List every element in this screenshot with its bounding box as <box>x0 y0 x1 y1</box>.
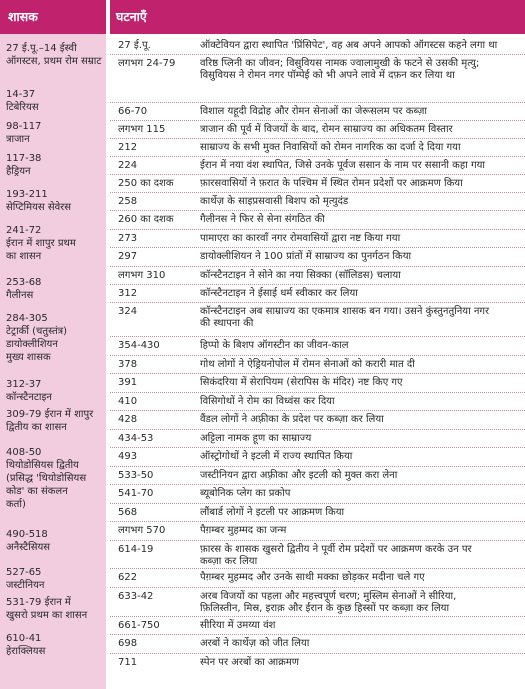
text-line-first: गैलीनस ने फिर से सेना संगठित की <box>200 214 325 225</box>
row-divider <box>110 54 525 55</box>
text-line-first: फ़ारसवासियों ने फ़रात के पश्चिम में स्थित रोमन प्रदेशों पर आक्रमण किया <box>200 178 463 189</box>
text-line-first: विशाल यहूदी विद्रोह और रोमन सेनाओं का जेरूसलम पर कब्ज़ा <box>200 106 427 117</box>
text-line-first: हिप्पो के बिशप ऑगस्टीन का जीवन-काल <box>200 340 349 351</box>
text-line: द्वितीय का शासन <box>6 422 67 433</box>
text-line-first: 309-79 ईरान में शापुर <box>6 409 94 420</box>
text-line-first: 408-50 <box>6 447 42 458</box>
text-line-first: 527-65 <box>6 567 42 578</box>
text-line: कब्ज़ा कर लिया <box>200 556 258 567</box>
event-text <box>200 251 522 263</box>
event-date: 224 <box>118 160 138 171</box>
event-date: 297 <box>118 251 138 262</box>
event-date: 260 का दशक <box>118 214 174 225</box>
text-line: कोड' का संकलन <box>6 486 68 497</box>
text-line-first: अरब विजयों का पहला और महत्त्वपूर्ण चरण; मुस्लिम सेनाओं ने सीरिया, <box>200 591 457 602</box>
event-text <box>200 507 522 519</box>
text-line-first: 27 ई.पू.–14 ईस्वी <box>6 43 77 54</box>
text-line: थियोडोसियस द्वितीय <box>6 460 79 471</box>
event-text <box>200 359 522 371</box>
text-line-first: सिकंदरिया में सेरापियम (सेरापिस के मंदिर) नष्ट किए गए <box>200 377 403 388</box>
text-line-first: कार्थेज़ के साइप्रसवासी बिशप को मृत्युदंड <box>200 196 349 207</box>
event-text <box>200 451 522 463</box>
event-text <box>200 160 522 172</box>
text-line-first: डायोक्लीशियन ने 100 प्रांतों में साम्राज्य का पुनर्गठन किया <box>200 251 412 262</box>
text-line: का शासन <box>6 251 42 262</box>
event-date: लगभग 115 <box>118 124 166 135</box>
event-date: 324 <box>118 306 138 317</box>
text-line-first: 117-38 <box>6 153 42 164</box>
event-date: 614-19 <box>118 544 154 555</box>
text-line-first: ऑक्टेवियन द्वारा स्थापित 'प्रिंसिपेट', वह अब अपने आपको ऑगस्टस कहने लगा था <box>200 40 498 51</box>
event-text <box>200 657 522 669</box>
text-line-first: पैग़म्बर मुहम्मद का जन्म <box>200 525 287 536</box>
text-line-first: स्पेन पर अरबों का आक्रमण <box>200 657 300 668</box>
event-date: लगभग 310 <box>118 270 166 281</box>
text-line-first: ब्यूबोनिक प्लेग का प्रकोप <box>200 488 291 499</box>
text-line-first: गोथ लोगों ने ऐड्रियनोपोल में रोमन सेनाओं को करारी मात दी <box>200 359 415 370</box>
text-line-first: 98-117 <box>6 121 42 132</box>
text-line-first: 610-41 <box>6 633 42 644</box>
text-line-first: कॉन्स्टैनटाइन ने सोने का नया सिक्का (सॉलिडस) चलाया <box>200 270 401 281</box>
row-divider <box>110 568 525 569</box>
event-date: 27 ई.पू. <box>118 40 151 51</box>
text-line-first: सीरिया में उमय्या वंश <box>200 620 276 631</box>
event-text <box>200 40 522 52</box>
row-divider <box>110 373 525 374</box>
event-text <box>200 620 522 632</box>
text-line-first: पामाएरा का कारवाँ नगर रोमवासियों द्वारा नष्ट किया गया <box>200 233 401 244</box>
event-text <box>200 58 522 82</box>
row-divider <box>110 540 525 541</box>
text-line-first: ऑस्ट्रोगोथों ने इटली में राज्य स्थापित किया <box>200 451 353 462</box>
event-date: 661-750 <box>118 620 160 631</box>
row-divider <box>110 156 525 157</box>
text-line: की स्थापना की <box>200 318 254 329</box>
text-line-first: विसिगोथों ने रोम का विध्वंस कर दिया <box>200 396 335 407</box>
text-line-first: साम्राज्य के सभी मुक्त निवासियों को रोमन नागरिक का दर्जा दे दिया गया <box>200 142 461 153</box>
event-date: 378 <box>118 359 138 370</box>
text-line-first: अट्टिला नामक हूण का साम्राज्य <box>200 433 312 444</box>
text-line-first: 193-211 <box>6 189 48 200</box>
text-line: हेराक्लियस <box>6 646 46 657</box>
event-date: 541-70 <box>118 488 154 499</box>
row-divider <box>110 634 525 635</box>
event-date: 354-430 <box>118 340 160 351</box>
event-text <box>200 124 522 136</box>
row-divider <box>110 210 525 211</box>
row-divider <box>110 120 525 121</box>
event-text <box>200 572 522 584</box>
text-line: कॉन्स्टैनटाइन <box>6 392 52 403</box>
event-date: 391 <box>118 377 138 388</box>
row-divider <box>110 102 525 103</box>
text-line: डायोक्लीशियन <box>6 339 58 350</box>
event-date: 66-70 <box>118 106 148 117</box>
text-line: टिबेरियस <box>6 102 39 113</box>
event-date: 493 <box>118 451 138 462</box>
row-divider <box>110 229 525 230</box>
event-text <box>200 488 522 500</box>
text-line: टेट्रार्की (चतुस्तंत्र) <box>6 326 68 337</box>
event-text <box>200 433 522 445</box>
row-divider <box>110 192 525 193</box>
row-divider <box>110 447 525 448</box>
text-line-first: अरबों ने कार्थेज़ को जीत लिया <box>200 638 310 649</box>
text-line-first: पैग़म्बर मुहम्मद और उनके साथी मक्का छोड़कर मदीना चले गए <box>200 572 425 583</box>
event-date: 568 <box>118 507 138 518</box>
text-line: ऑगस्टस, प्रथम रोम सम्राट <box>6 56 102 67</box>
text-line: सेप्टिमियस सेवेरस <box>6 202 71 213</box>
event-text <box>200 414 522 426</box>
row-divider <box>110 466 525 467</box>
text-line-first: त्राजान की पूर्व में विजयों के बाद, रोमन साम्राज्य का अधिकतम विस्तार <box>200 124 453 135</box>
text-line-first: 312-37 <box>6 379 42 390</box>
text-line-first: 490-518 <box>6 529 48 540</box>
event-date: 273 <box>118 233 138 244</box>
text-line: कर्ता) <box>6 499 26 510</box>
row-divider <box>110 355 525 356</box>
text-line-first: 284-305 <box>6 313 48 324</box>
rulers-column <box>0 0 106 689</box>
events-header <box>110 0 525 34</box>
text-line-first: जस्टीनियन द्वारा अफ़्रीका और इटली को मुक्त करा लेना <box>200 470 398 481</box>
event-text <box>200 591 522 615</box>
event-date: 258 <box>118 196 138 207</box>
event-text <box>200 525 522 537</box>
event-date: 212 <box>118 142 138 153</box>
text-line-first: कॉन्स्टैनटाइन ने ईसाई धर्म स्वीकार कर लिया <box>200 288 358 299</box>
event-text <box>200 377 522 389</box>
text-line-first: वरिष्ठ प्लिनी का जीवन; विसुवियस नामक ज्वालामुखी के फटने से उसकी मृत्यु; <box>200 58 480 69</box>
text-line: (प्रसिद्ध 'थियोडोसियस <box>6 473 87 484</box>
event-date: लगभग 24-79 <box>118 58 176 69</box>
text-line-first: 14-37 <box>6 89 36 100</box>
event-text <box>200 196 522 208</box>
row-divider <box>110 336 525 337</box>
text-line-first: वैंडल लोगों ने अफ़्रीका के प्रदेश पर कब्ज़ा कर लिया <box>200 414 384 425</box>
row-divider <box>110 587 525 588</box>
text-line-first: कॉन्स्टैनटाइन अब साम्राज्य का एकमात्र शासक बन गया। उसने कुंस्तुनतुनिया नगर <box>200 306 490 317</box>
row-divider <box>110 284 525 285</box>
row-divider <box>110 653 525 654</box>
text-line-first: फ़ारस के शासक खुसरो द्वितीय ने पूर्वी रोम प्रदेशों पर आक्रमण करके उन पर <box>200 544 472 555</box>
event-text <box>200 178 522 190</box>
event-date: 312 <box>118 288 138 299</box>
text-line: त्राजान <box>6 134 30 145</box>
text-line: अनैस्टैसियस <box>6 542 51 553</box>
text-line: जस्टीनियन <box>6 580 45 591</box>
event-date: लगभग 570 <box>118 525 166 536</box>
event-text <box>200 306 522 330</box>
row-divider <box>110 503 525 504</box>
row-divider <box>110 429 525 430</box>
text-line-first: लौंबार्ड लोगों ने इटली पर आक्रमण किया <box>200 507 345 518</box>
text-line: मुख्य शासक <box>6 352 51 363</box>
event-date: 533-50 <box>118 470 154 481</box>
event-text <box>200 270 522 282</box>
event-date: 250 का दशक <box>118 178 174 189</box>
text-line-first: 241-72 <box>6 225 42 236</box>
text-line-first: 253-68 <box>6 277 42 288</box>
text-line: हैड्रियन <box>6 166 31 177</box>
text-line: गैलीनस <box>6 290 34 301</box>
row-divider <box>110 302 525 303</box>
event-text <box>200 340 522 352</box>
row-divider <box>110 410 525 411</box>
rulers-header: शासक <box>0 0 106 34</box>
event-date: 622 <box>118 572 138 583</box>
event-text <box>200 396 522 408</box>
row-divider <box>110 616 525 617</box>
text-line: फ़िलिस्तीन, मिस्र, इराक़ और ईरान के कुछ हिस्सों पर कब्ज़ा कर लिया <box>200 603 450 614</box>
event-date: 434-53 <box>118 433 154 444</box>
events-header-label: घटनाएँ <box>116 9 147 24</box>
event-text <box>200 106 522 118</box>
text-line: खुसरो प्रथम का शासन <box>6 610 88 621</box>
text-line-first: ईरान में नया वंश स्थापित, जिसे उनके पूर्वज ससान के नाम पर ससानी कहा गया <box>200 160 485 171</box>
event-date: 410 <box>118 396 138 407</box>
event-text <box>200 214 522 226</box>
event-date: 711 <box>118 657 138 668</box>
row-divider <box>110 247 525 248</box>
row-divider <box>110 174 525 175</box>
row-divider <box>110 392 525 393</box>
row-divider <box>110 138 525 139</box>
event-text <box>200 470 522 482</box>
event-text <box>200 142 522 154</box>
event-text <box>200 638 522 650</box>
event-date: 428 <box>118 414 138 425</box>
event-date: 698 <box>118 638 138 649</box>
row-divider <box>110 521 525 522</box>
text-line: ईरान में शापुर प्रथम <box>6 238 76 249</box>
event-text <box>200 288 522 300</box>
row-divider <box>110 266 525 267</box>
row-divider <box>110 484 525 485</box>
event-text <box>200 544 522 568</box>
event-date: 633-42 <box>118 591 154 602</box>
text-line-first: 531-79 ईरान में <box>6 597 71 608</box>
text-line: विसुवियस ने रोमन नगर पॉम्पेई को भी अपने लावे में दफ़न कर लिया था <box>200 70 455 81</box>
event-text <box>200 233 522 245</box>
